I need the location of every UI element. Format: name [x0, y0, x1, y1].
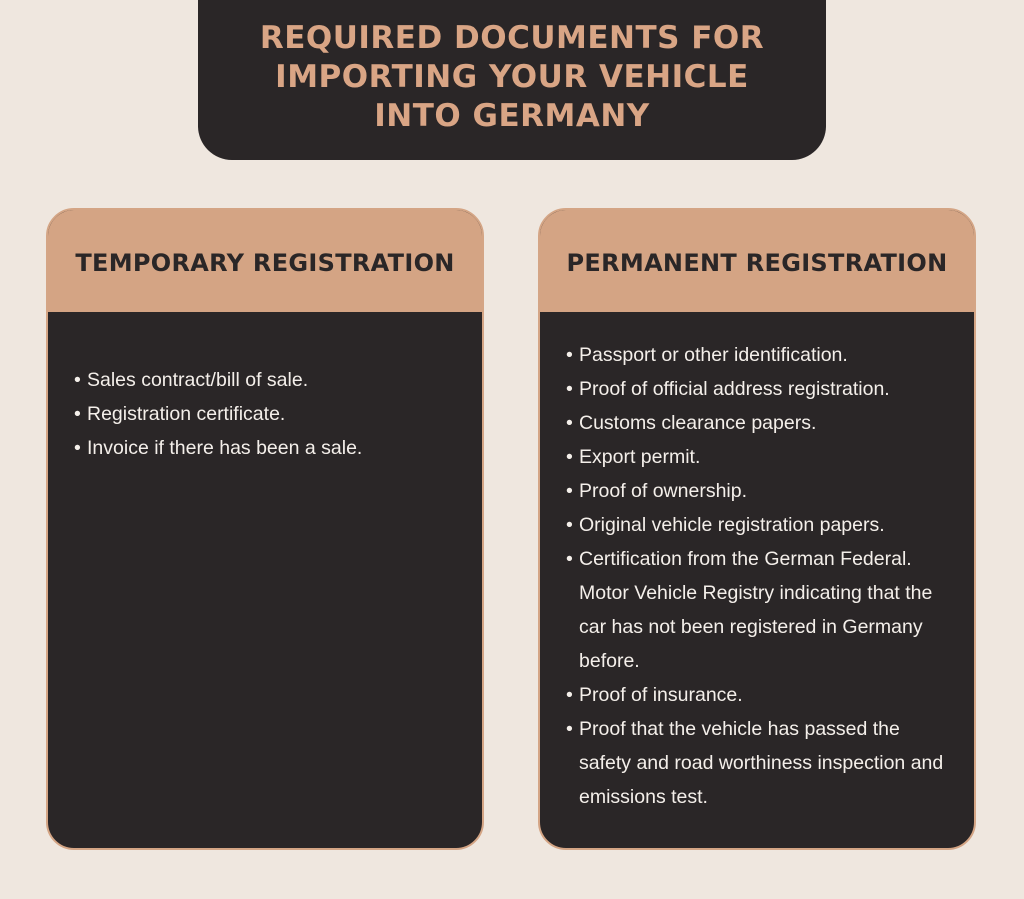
permanent-document-list [540, 312, 974, 814]
list-item [74, 363, 464, 397]
bullet-icon: • [566, 684, 573, 706]
temporary-registration-title: TEMPORARY REGISTRATION [75, 248, 455, 277]
bullet-icon: • [566, 378, 573, 400]
list-item [74, 397, 464, 431]
list-item [566, 508, 956, 542]
list-item-text: Registration certificate. [87, 403, 286, 425]
bullet-icon: • [566, 480, 573, 502]
bullet-icon: • [74, 403, 81, 425]
list-item-text: Proof of ownership. [579, 480, 748, 502]
list-item [566, 712, 956, 814]
list-item [566, 678, 956, 712]
list-item-text: Sales contract/bill of sale. [87, 369, 309, 391]
bullet-icon: • [566, 548, 573, 570]
bullet-icon: • [566, 718, 573, 740]
list-item [566, 406, 956, 440]
permanent-registration-header [540, 210, 974, 312]
bullet-icon: • [566, 344, 573, 366]
list-item-text: Proof of official address registration. [579, 378, 890, 400]
list-item [566, 372, 956, 406]
temporary-registration-header [48, 210, 482, 312]
list-item [566, 474, 956, 508]
permanent-registration-title: PERMANENT REGISTRATION [566, 248, 948, 277]
title-banner [198, 0, 826, 160]
list-item-text: Proof that the vehicle has passed the safety and road worthiness inspection and emissions test. [579, 718, 944, 808]
bullet-icon: • [566, 446, 573, 468]
list-item-text: Invoice if there has been a sale. [87, 437, 363, 459]
list-item-text: Passport or other identification. [579, 344, 848, 366]
list-item [74, 431, 464, 465]
list-item [566, 440, 956, 474]
list-item-text: Customs clearance papers. [579, 412, 817, 434]
list-item [566, 542, 956, 678]
page-title: REQUIRED DOCUMENTS FOR IMPORTING YOUR VEHICLE INTO GERMANY [259, 19, 765, 134]
list-item [566, 338, 956, 372]
bullet-icon: • [566, 412, 573, 434]
bullet-icon: • [74, 369, 81, 391]
list-item-text: Original vehicle registration papers. [579, 514, 885, 536]
temporary-document-list [48, 312, 482, 465]
permanent-registration-card [538, 208, 976, 850]
bullet-icon: • [74, 437, 81, 459]
list-item-text: Certification from the German Federal. Motor Vehicle Registry indicating that the car has not been registered in Germany before. [579, 548, 933, 672]
list-item-text: Export permit. [579, 446, 701, 468]
temporary-registration-card [46, 208, 484, 850]
list-item-text: Proof of insurance. [579, 684, 743, 706]
bullet-icon: • [566, 514, 573, 536]
